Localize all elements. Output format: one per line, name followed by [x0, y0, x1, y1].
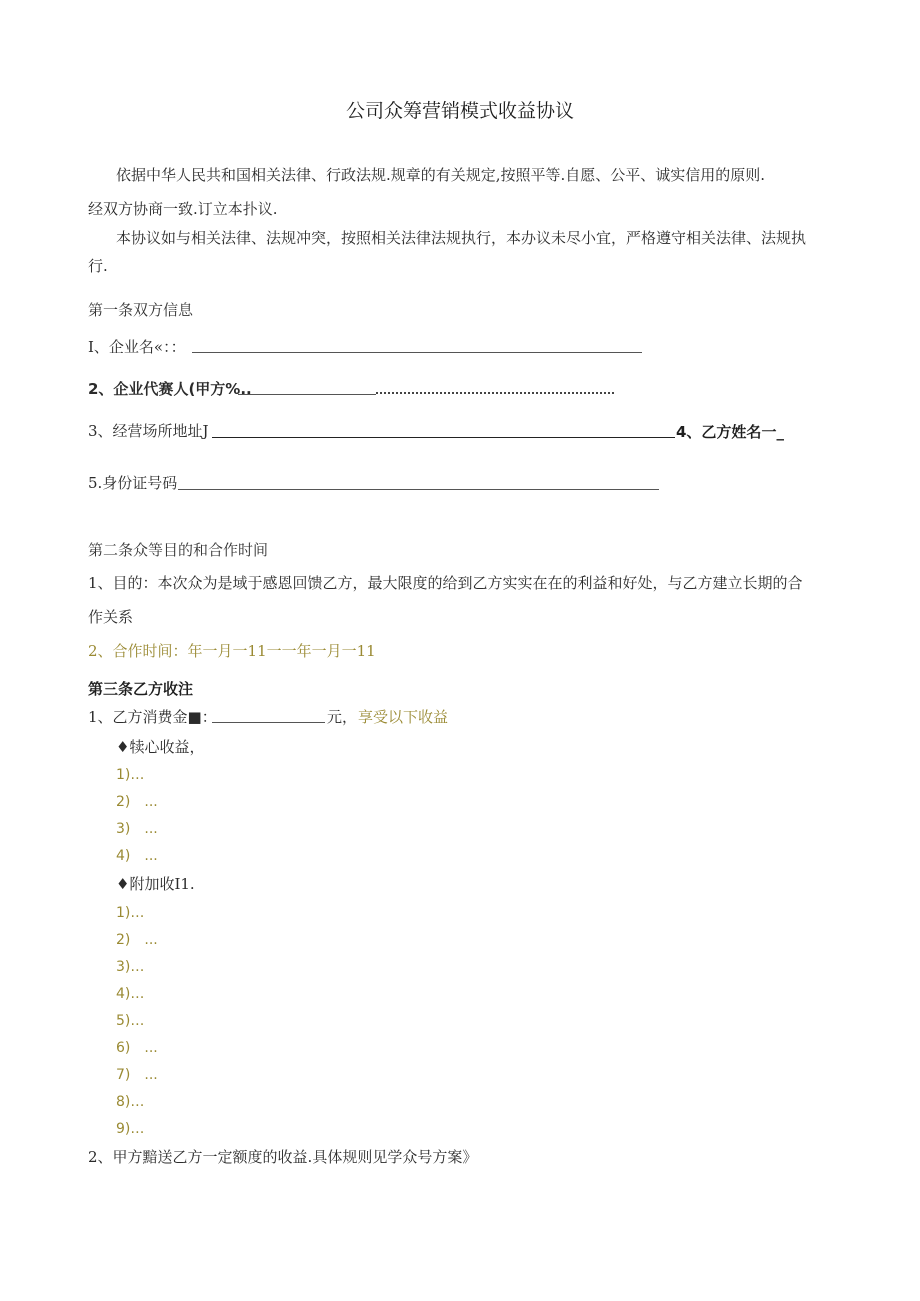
consumption-benefit-text: 享受以下收益	[358, 708, 449, 726]
intro-paragraph-2-line-2: 行.	[88, 257, 108, 275]
id-number-input-line[interactable]	[178, 489, 659, 490]
cooperation-time: 2、合作时间：年一月一11一一年一月一11	[88, 642, 376, 660]
id-number-label: 5.身份证号码	[88, 474, 178, 492]
intro-paragraph-1-line-1: 依据中华人民共和国相关法律、行政法规.规章的有关规定,按照平等.自愿、公平、诚实信用的原则.	[116, 166, 766, 184]
core-benefit-item: 4) ...	[116, 848, 158, 864]
extra-benefit-item: 4)…	[116, 986, 145, 1002]
business-address-input-line[interactable]	[212, 437, 675, 438]
representative-input-dotted[interactable]	[376, 392, 614, 394]
business-address-label: 3、经营场所地址J	[88, 422, 209, 440]
extra-benefits-heading: ♦附加收I1.	[116, 875, 195, 893]
core-benefits-heading: ♦犊心收益，	[116, 738, 205, 756]
intro-paragraph-2-line-1: 本协议如与相关法律、法规冲突，按照相关法律法规执行，本办议未尽小宜，严格遵守相关法律、法规执	[116, 229, 807, 247]
article-2-heading: 第二条众等目的和合作时间	[88, 541, 269, 559]
extra-benefit-item: 3)…	[116, 959, 145, 975]
article-3-heading: 第三条乙方收注	[88, 680, 194, 698]
company-name-label: I、企业名«：：	[88, 338, 186, 356]
extra-benefit-item: 7) ...	[116, 1067, 158, 1083]
purpose-line-1: 1、目的：本次众为是域于感恩回馈乙方，最大限度的给到乙方实实在在的利益和好处，与乙方建立长期的合	[88, 574, 803, 592]
consumption-amount-label: 1、乙方消费金■：	[88, 708, 217, 726]
representative-label-text: 2、企业代赛人(甲方%..	[88, 380, 252, 398]
extra-benefit-item: 6) ...	[116, 1040, 158, 1056]
page-title: 公司众筹营销模式收益协议	[345, 100, 574, 122]
extra-benefit-item: 9)…	[116, 1121, 145, 1137]
core-benefit-item: 1)…	[116, 767, 145, 783]
core-benefit-item: 3) ...	[116, 821, 158, 837]
representative-input-line[interactable]	[238, 394, 376, 395]
article-1-heading: 第一条双方信息	[88, 301, 194, 319]
gift-benefit-clause: 2、甲方黯送乙方一定额度的收益.具体规则见学众号方案》	[88, 1148, 478, 1166]
purpose-line-2: 作关系	[88, 608, 134, 626]
extra-benefit-item: 2) ...	[116, 932, 158, 948]
intro-paragraph-1-line-2: 经双方协商一致.订立本扑议.	[88, 200, 278, 218]
extra-benefit-item: 8)…	[116, 1094, 145, 1110]
extra-benefit-item: 5)…	[116, 1013, 145, 1029]
core-benefit-item: 2) ...	[116, 794, 158, 810]
consumption-unit: 元，	[327, 708, 358, 726]
consumption-amount-input-line[interactable]	[212, 722, 325, 723]
company-name-input-line[interactable]	[192, 352, 642, 353]
party-b-name-label: 4、乙方姓名一_	[676, 423, 784, 441]
representative-label	[88, 379, 252, 399]
extra-benefit-item: 1)…	[116, 905, 145, 921]
